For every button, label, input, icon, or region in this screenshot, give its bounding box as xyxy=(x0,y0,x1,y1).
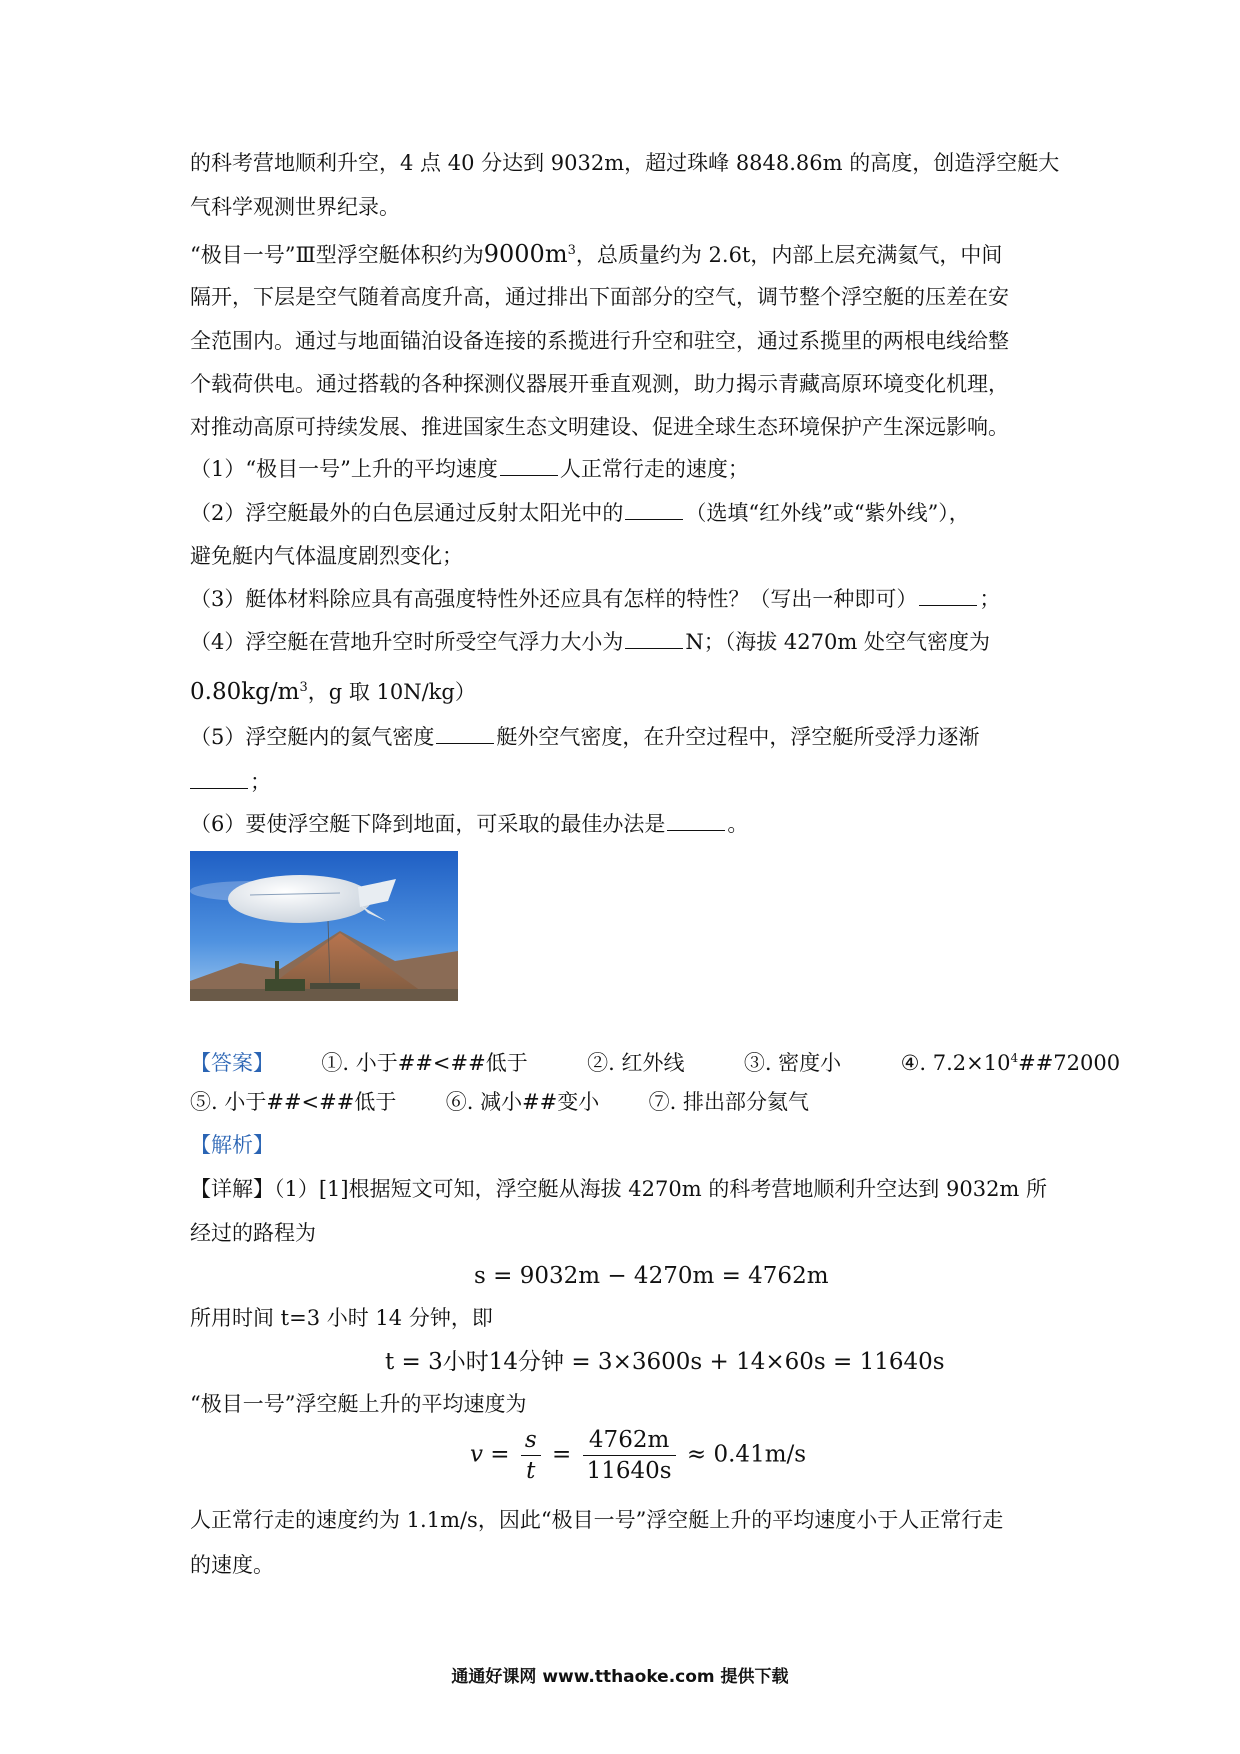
body-line-6: 个载荷供电。通过搭载的各种探测仪器展开垂直观测，助力揭示青藏高原环境变化机理， xyxy=(190,372,1009,396)
airship-photo xyxy=(190,851,458,1001)
answer-3: ③. 密度小 xyxy=(743,1051,842,1075)
question-5: （5）浮空艇内的氦气密度 艇外空气密度，在升空过程中，浮空艇所受浮力逐渐 xyxy=(190,725,980,749)
question-4-cont: $0.80kg/m^3$，g 取 10N/kg） xyxy=(190,679,476,705)
answer-5: ⑤. 小于##<##低于 xyxy=(190,1090,397,1114)
answer-7: ⑦. 排出部分氦气 xyxy=(648,1090,809,1114)
question-4: （4）浮空艇在营地升空时所受空气浮力大小为 N；（海拔 4270m 处空气密度为 xyxy=(190,630,990,654)
answer-1: ①. 小于##<##低于 xyxy=(321,1051,528,1075)
answer-blank xyxy=(625,630,683,649)
answer-blank xyxy=(436,725,494,744)
body-line-1: 的科考营地顺利升空，4 点 40 分达到 9032m，超过珠峰 8848.86m 的高度，创造浮空艇大 xyxy=(190,151,1060,175)
analysis-label: 【解析】 xyxy=(190,1133,274,1157)
answer-line-1 xyxy=(190,1045,1120,1076)
formula-time: t = 3小时14分钟 = 3×3600s + 14×60s = 11640s xyxy=(385,1349,945,1375)
body-line-4: 隔开，下层是空气随着高度升高，通过排出下面部分的空气，调节整个浮空艇的压差在安 xyxy=(190,285,1009,309)
answer-blank xyxy=(625,501,683,520)
answer-line-2 xyxy=(190,1089,809,1115)
detail-line-5: 人正常行走的速度约为 1.1m/s，因此“极目一号”浮空艇上升的平均速度小于人正常行走 xyxy=(190,1508,1004,1532)
formula-distance: s = 9032m − 4270m = 4762m xyxy=(474,1263,829,1289)
answer-blank xyxy=(667,812,725,831)
answer-2: ②. 红外线 xyxy=(587,1051,685,1075)
body-line-3: “极目一号”Ⅲ型浮空艇体积约为$9000m^3$，总质量约为 2.6t，内部上层充满氦气，中间 xyxy=(190,240,1003,268)
page-footer: 通通好课网 www.tthaoke.com 提供下载 xyxy=(451,1667,789,1687)
question-6: （6）要使浮空艇下降到地面，可采取的最佳办法是 。 xyxy=(190,812,749,836)
answer-label: 【答案】 xyxy=(190,1051,274,1075)
question-1: （1）“极目一号”上升的平均速度 人正常行走的速度； xyxy=(190,457,749,481)
detail-line-3: 所用时间 t=3 小时 14 分钟，即 xyxy=(190,1306,493,1330)
detail-label: 【详解】 xyxy=(190,1177,274,1201)
question-5-cont: ； xyxy=(190,769,271,795)
question-2-cont: 避免艇内气体温度剧烈变化； xyxy=(190,544,463,568)
detail-line-6: 的速度。 xyxy=(190,1553,274,1577)
answer-blank xyxy=(190,770,248,789)
formula-speed: v = $\frac{s}{t}$ = $\frac{4762m}{11640s}$ ≈ 0.41m/s xyxy=(470,1427,807,1484)
question-2: （2）浮空艇最外的白色层通过反射太阳光中的 （选填“红外线”或“紫外线”）， xyxy=(190,501,970,525)
detail-line-2: 经过的路程为 xyxy=(190,1221,316,1245)
answer-blank xyxy=(500,457,558,476)
detail-line-1: 【详解】（1）[1]根据短文可知，浮空艇从海拔 4270m 的科考营地顺利升空达到 9032m 所 xyxy=(190,1177,1048,1201)
body-line-5: 全范围内。通过与地面锚泊设备连接的系揽进行升空和驻空，通过系揽里的两根电线给整 xyxy=(190,329,1009,353)
body-line-7: 对推动高原可持续发展、推进国家生态文明建设、促进全球生态环境保护产生深远影响。 xyxy=(190,415,1009,439)
answer-blank xyxy=(919,587,977,606)
detail-line-4: “极目一号”浮空艇上升的平均速度为 xyxy=(190,1392,527,1416)
body-line-2: 气科学观测世界纪录。 xyxy=(190,195,400,219)
answer-4: ④. $7.2\times 10^4\#\#72000$ xyxy=(900,1051,1121,1075)
answer-6: ⑥. 减小##变小 xyxy=(445,1090,600,1114)
question-3: （3）艇体材料除应具有高强度特性外还应具有怎样的特性？（写出一种即可） ； xyxy=(190,587,1001,611)
